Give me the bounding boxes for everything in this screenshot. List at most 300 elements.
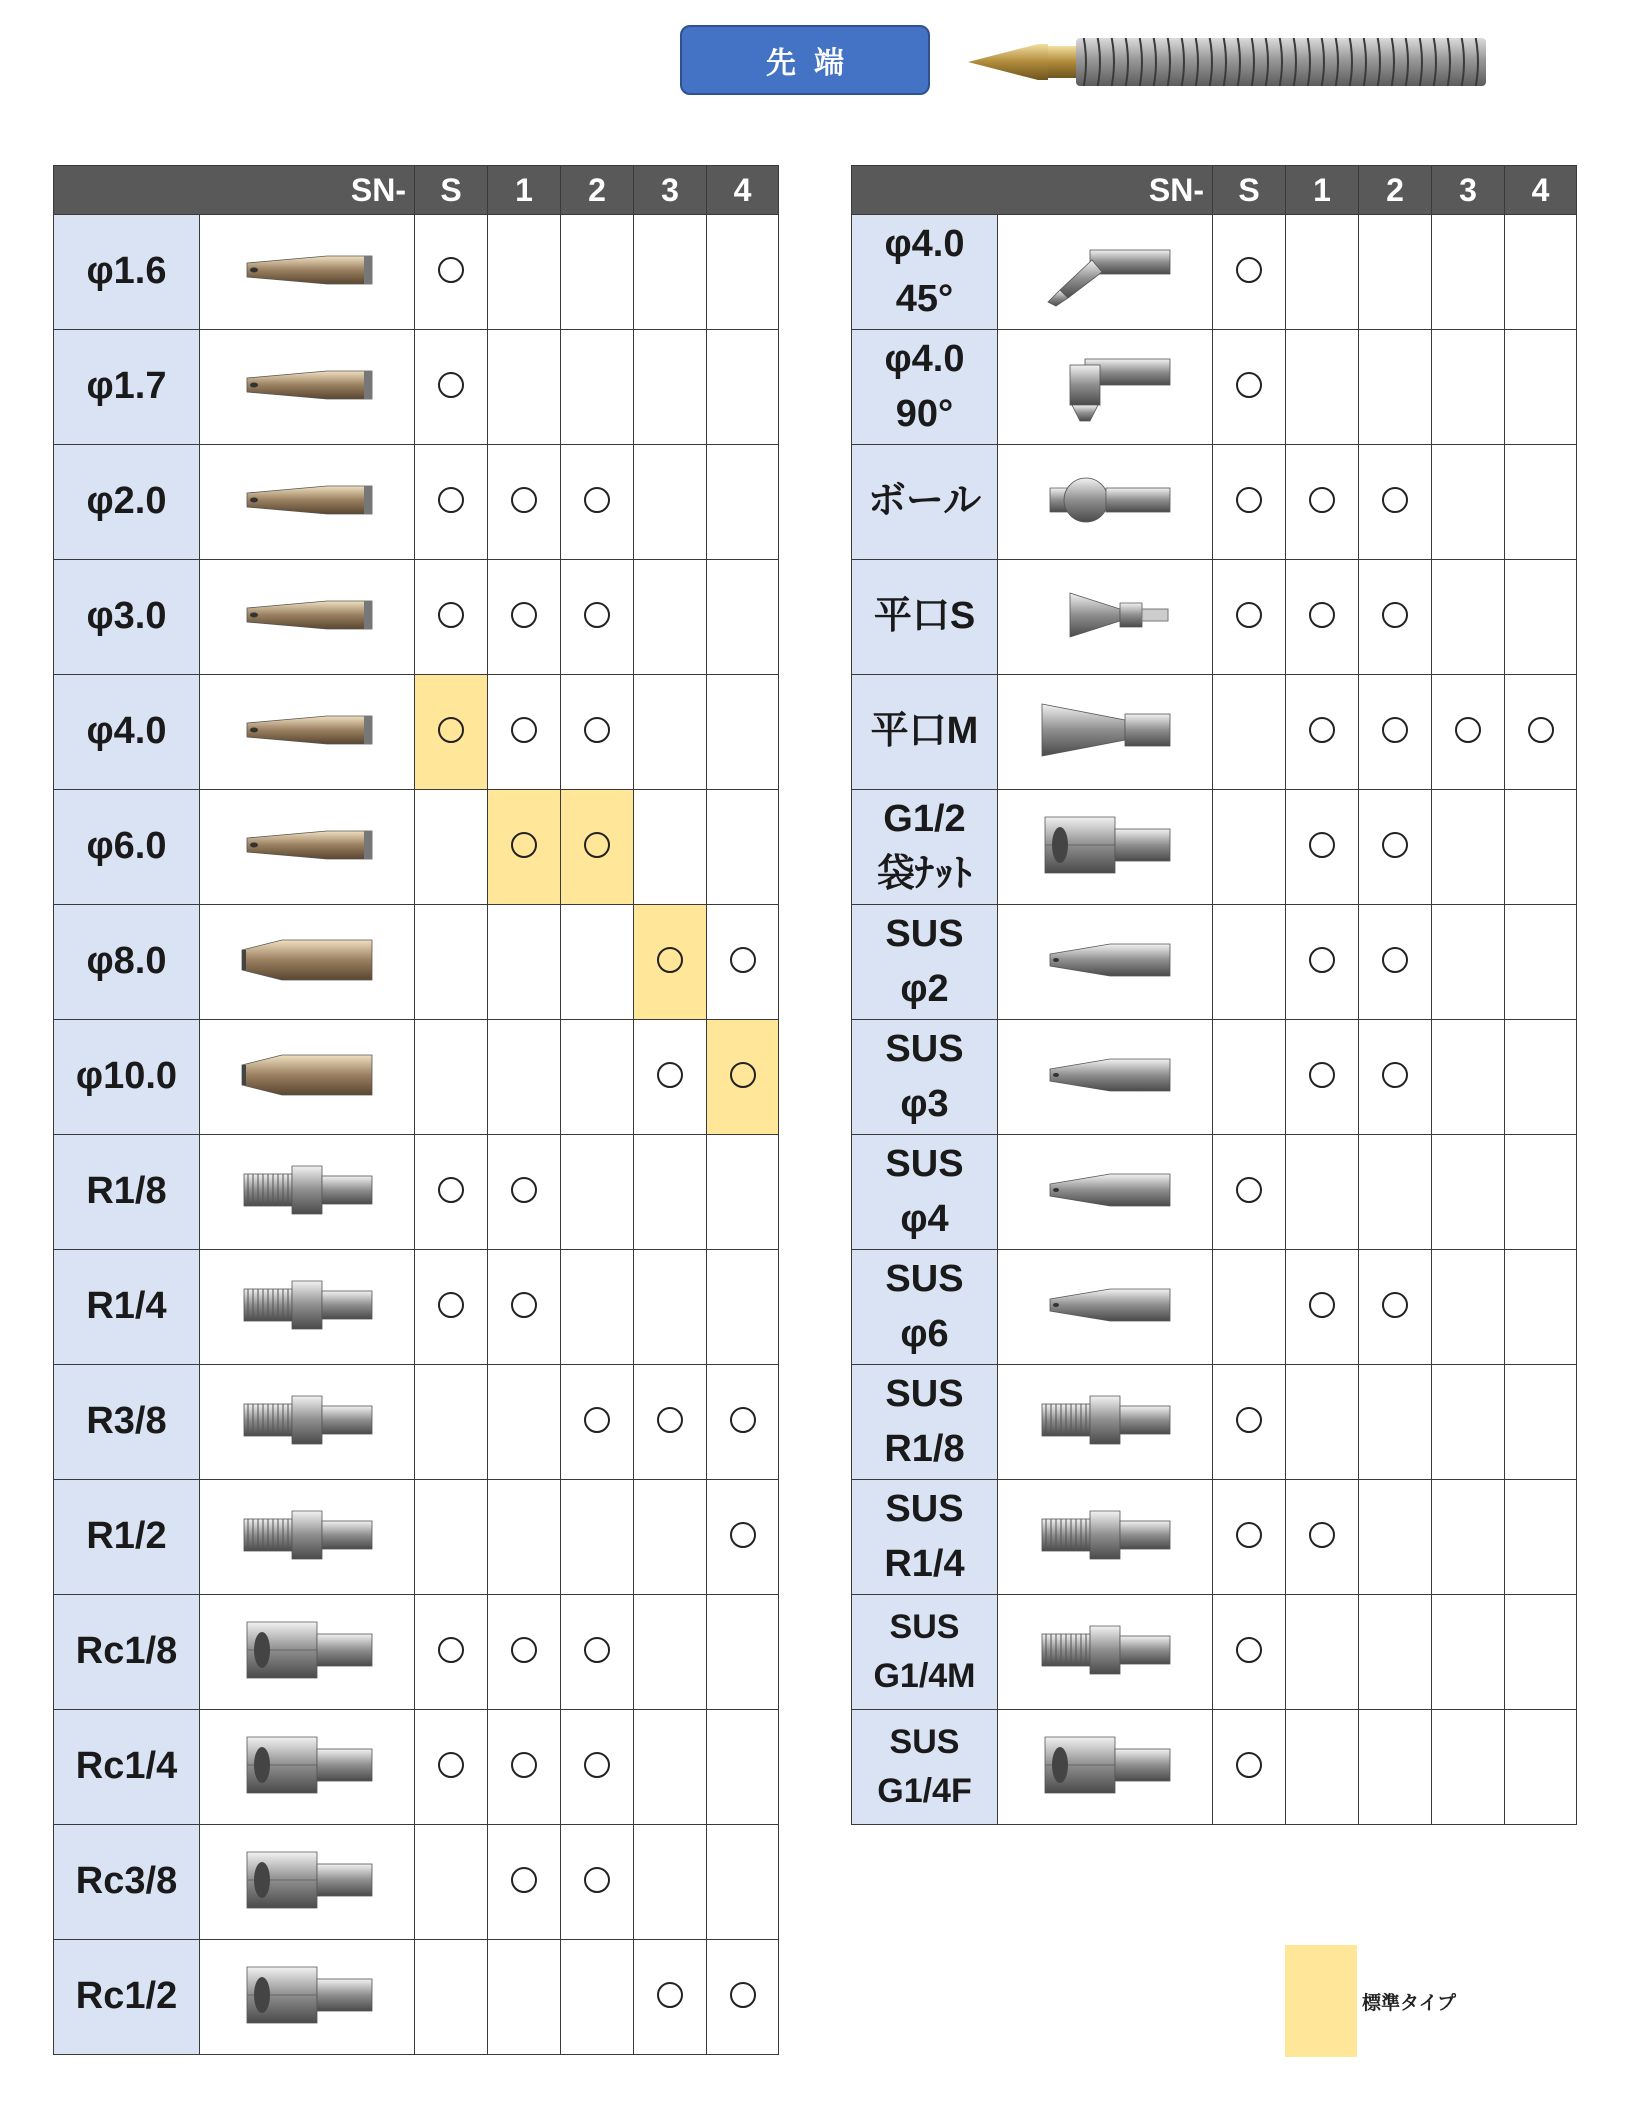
- compat-cell-s: [1213, 1710, 1286, 1825]
- product-name-line: R1/8: [884, 1428, 965, 1470]
- product-name-line: ボール: [867, 480, 982, 523]
- product-image: [200, 215, 415, 330]
- compat-cell-4: [1505, 1250, 1577, 1365]
- product-name: R1/4: [54, 1250, 200, 1365]
- available-mark-icon: [511, 717, 537, 743]
- sus-nozzle-icon: [1030, 1150, 1180, 1230]
- compat-cell-4: [1505, 675, 1577, 790]
- available-mark-icon: [584, 832, 610, 858]
- compat-cell-s: [415, 1825, 488, 1940]
- product-image: [998, 905, 1213, 1020]
- product-image: [200, 1250, 415, 1365]
- compat-cell-s: [415, 560, 488, 675]
- available-mark-icon: [730, 1522, 756, 1548]
- compat-cell-s: [1213, 445, 1286, 560]
- available-mark-icon: [657, 1982, 683, 2008]
- available-mark-icon: [1236, 372, 1262, 398]
- header-col-3: 3: [1432, 166, 1505, 215]
- compat-cell-s: [415, 1250, 488, 1365]
- compat-cell-1: [1286, 445, 1359, 560]
- header-col-2: 2: [561, 166, 634, 215]
- product-image: [998, 1020, 1213, 1135]
- compat-cell-3: [1432, 1710, 1505, 1825]
- compat-cell-4: [707, 905, 779, 1020]
- compat-cell-2: [561, 1365, 634, 1480]
- table-row: [852, 1135, 1577, 1250]
- table-row: [54, 1825, 779, 1940]
- product-name-line: SUS: [885, 1142, 964, 1185]
- flat-nozzle-small-icon: [1030, 575, 1180, 655]
- compat-cell-s: [415, 1135, 488, 1250]
- available-mark-icon: [1236, 1752, 1262, 1778]
- compat-cell-4: [707, 1595, 779, 1710]
- table-row: [54, 1365, 779, 1480]
- elbow-45-nozzle-icon: [1030, 230, 1180, 310]
- compat-cell-1: [1286, 1020, 1359, 1135]
- compat-cell-2: [1359, 215, 1432, 330]
- compat-cell-4: [1505, 1365, 1577, 1480]
- product-name: [852, 1365, 998, 1480]
- sus-female-fitting-icon: [1030, 1725, 1180, 1805]
- flat-nozzle-medium-icon: [1030, 690, 1180, 770]
- compat-cell-3: [1432, 1365, 1505, 1480]
- compat-cell-3: [1432, 1480, 1505, 1595]
- female-hex-fitting-icon: [232, 1610, 382, 1690]
- product-image: [200, 1480, 415, 1595]
- available-mark-icon: [730, 947, 756, 973]
- available-mark-icon: [1236, 257, 1262, 283]
- compat-cell-4: [707, 330, 779, 445]
- table-row: [54, 445, 779, 560]
- compat-cell-2: [561, 1710, 634, 1825]
- compat-cell-2: [1359, 905, 1432, 1020]
- available-mark-icon: [438, 372, 464, 398]
- available-mark-icon: [1382, 947, 1408, 973]
- left-spec-table: [53, 165, 779, 2055]
- compat-cell-s: [415, 1595, 488, 1710]
- compat-cell-3: [634, 1710, 707, 1825]
- table-row: [852, 790, 1577, 905]
- compat-cell-1: [488, 445, 561, 560]
- compat-cell-1: [488, 330, 561, 445]
- available-mark-icon: [1382, 602, 1408, 628]
- available-mark-icon: [511, 487, 537, 513]
- compat-cell-1: [1286, 790, 1359, 905]
- compat-cell-4: [1505, 1710, 1577, 1825]
- compat-cell-s: [415, 905, 488, 1020]
- male-thread-fitting-icon: [232, 1150, 382, 1230]
- compat-cell-1: [488, 905, 561, 1020]
- table-row: [54, 1710, 779, 1825]
- compat-cell-4: [1505, 1595, 1577, 1710]
- available-mark-icon: [657, 947, 683, 973]
- product-name: φ3.0: [54, 560, 200, 675]
- available-mark-icon: [1309, 717, 1335, 743]
- compat-cell-2: [1359, 1480, 1432, 1595]
- product-name-line: 90°: [895, 393, 954, 435]
- table-row: [54, 675, 779, 790]
- product-name: [852, 215, 998, 330]
- table-row: [54, 215, 779, 330]
- compat-cell-4: [1505, 1135, 1577, 1250]
- product-name: Rc1/8: [54, 1595, 200, 1710]
- compat-cell-2: [1359, 1710, 1432, 1825]
- compat-cell-3: [634, 1940, 707, 2055]
- compat-cell-2: [1359, 560, 1432, 675]
- product-name: [852, 1710, 998, 1825]
- compat-cell-3: [1432, 1595, 1505, 1710]
- available-mark-icon: [1309, 832, 1335, 858]
- product-name-line: SUS: [885, 912, 964, 955]
- available-mark-icon: [511, 1867, 537, 1893]
- header-col-s: S: [1213, 166, 1286, 215]
- available-mark-icon: [1382, 487, 1408, 513]
- product-name: [852, 560, 998, 675]
- product-name-line: 45°: [895, 278, 954, 320]
- product-name: [852, 905, 998, 1020]
- product-name: Rc1/4: [54, 1710, 200, 1825]
- product-name: φ6.0: [54, 790, 200, 905]
- product-name: R1/2: [54, 1480, 200, 1595]
- product-name: Rc3/8: [54, 1825, 200, 1940]
- compat-cell-1: [1286, 1710, 1359, 1825]
- compat-cell-3: [634, 560, 707, 675]
- compat-cell-s: [415, 1940, 488, 2055]
- compat-cell-s: [415, 1480, 488, 1595]
- product-name: φ1.6: [54, 215, 200, 330]
- table-row: [852, 215, 1577, 330]
- female-hex-fitting-icon: [232, 1725, 382, 1805]
- available-mark-icon: [1236, 1407, 1262, 1433]
- product-image: [200, 330, 415, 445]
- product-image: [998, 790, 1213, 905]
- product-name: R1/8: [54, 1135, 200, 1250]
- table-row: [852, 1020, 1577, 1135]
- title-button: 先端: [680, 25, 930, 95]
- available-mark-icon: [1382, 832, 1408, 858]
- compat-cell-s: [1213, 1480, 1286, 1595]
- product-name: [852, 1250, 998, 1365]
- product-image: [200, 905, 415, 1020]
- product-name-line: φ4: [900, 1198, 949, 1240]
- available-mark-icon: [438, 257, 464, 283]
- available-mark-icon: [438, 1177, 464, 1203]
- table-row: [852, 905, 1577, 1020]
- compat-cell-3: [1432, 1250, 1505, 1365]
- table-row: [852, 1595, 1577, 1710]
- compat-cell-4: [707, 560, 779, 675]
- available-mark-icon: [730, 1062, 756, 1088]
- compat-cell-3: [634, 1825, 707, 1940]
- compat-cell-2: [561, 330, 634, 445]
- compat-cell-2: [1359, 1020, 1432, 1135]
- available-mark-icon: [1309, 1062, 1335, 1088]
- compat-cell-3: [1432, 675, 1505, 790]
- compat-cell-4: [707, 1135, 779, 1250]
- table-row: [852, 330, 1577, 445]
- available-mark-icon: [1382, 1292, 1408, 1318]
- sus-nozzle-icon: [1030, 920, 1180, 1000]
- table-row: [54, 330, 779, 445]
- compat-cell-1: [488, 1020, 561, 1135]
- compat-cell-1: [488, 1365, 561, 1480]
- sus-nozzle-icon: [1030, 1265, 1180, 1345]
- compat-cell-3: [634, 1480, 707, 1595]
- available-mark-icon: [511, 1292, 537, 1318]
- available-mark-icon: [511, 1177, 537, 1203]
- compat-cell-3: [634, 1365, 707, 1480]
- compat-cell-s: [415, 1710, 488, 1825]
- product-image: [200, 445, 415, 560]
- compat-cell-2: [1359, 1250, 1432, 1365]
- header-row: [852, 166, 1577, 215]
- compat-cell-2: [561, 215, 634, 330]
- available-mark-icon: [730, 1407, 756, 1433]
- product-image: [998, 445, 1213, 560]
- product-name-line: G1/4M: [873, 1657, 976, 1695]
- product-name-line: SUS: [885, 1257, 964, 1300]
- compat-cell-2: [561, 1250, 634, 1365]
- compat-cell-4: [1505, 445, 1577, 560]
- table-row: [852, 1250, 1577, 1365]
- compat-cell-s: [415, 215, 488, 330]
- product-image: [998, 330, 1213, 445]
- product-image: [998, 1135, 1213, 1250]
- compat-cell-3: [1432, 1135, 1505, 1250]
- compat-cell-1: [488, 1595, 561, 1710]
- compat-cell-4: [707, 445, 779, 560]
- product-name: [852, 1595, 998, 1710]
- compat-cell-1: [1286, 1595, 1359, 1710]
- compat-cell-3: [634, 215, 707, 330]
- table-row: [54, 1480, 779, 1595]
- compat-cell-1: [488, 1710, 561, 1825]
- compat-cell-s: [1213, 560, 1286, 675]
- compat-cell-s: [1213, 1250, 1286, 1365]
- compat-cell-3: [634, 445, 707, 560]
- sus-male-fitting-icon: [1030, 1380, 1180, 1460]
- compat-cell-3: [634, 1135, 707, 1250]
- product-image: [200, 675, 415, 790]
- legend-swatch: [1285, 1945, 1357, 2057]
- available-mark-icon: [584, 1407, 610, 1433]
- product-name: [852, 1480, 998, 1595]
- compat-cell-3: [1432, 215, 1505, 330]
- compat-cell-3: [634, 1020, 707, 1135]
- product-name-line: SUS: [889, 1722, 960, 1761]
- compat-cell-2: [561, 905, 634, 1020]
- compat-cell-1: [488, 1250, 561, 1365]
- compat-cell-3: [1432, 1020, 1505, 1135]
- compat-cell-4: [1505, 790, 1577, 905]
- product-name: φ4.0: [54, 675, 200, 790]
- compat-cell-4: [707, 1365, 779, 1480]
- product-image: [200, 1825, 415, 1940]
- product-name: φ8.0: [54, 905, 200, 1020]
- compat-cell-4: [1505, 1480, 1577, 1595]
- sus-nozzle-icon: [1030, 1035, 1180, 1115]
- product-name-line: 袋ﾅｯﾄ: [876, 853, 972, 895]
- compat-cell-s: [415, 330, 488, 445]
- male-thread-fitting-icon: [232, 1495, 382, 1575]
- product-name-line: R1/4: [884, 1543, 965, 1585]
- available-mark-icon: [1382, 717, 1408, 743]
- compat-cell-3: [1432, 790, 1505, 905]
- product-name: [852, 330, 998, 445]
- compat-cell-s: [1213, 675, 1286, 790]
- compat-cell-1: [1286, 905, 1359, 1020]
- table-row: [54, 905, 779, 1020]
- right-spec-table: [851, 165, 1577, 1825]
- compat-cell-2: [561, 1135, 634, 1250]
- compat-cell-1: [488, 1940, 561, 2055]
- product-name-line: SUS: [885, 1372, 964, 1415]
- compat-cell-1: [488, 675, 561, 790]
- compat-cell-1: [1286, 1135, 1359, 1250]
- product-image: [200, 1710, 415, 1825]
- product-name-line: φ2: [900, 968, 949, 1010]
- compat-cell-3: [1432, 905, 1505, 1020]
- compat-cell-3: [634, 675, 707, 790]
- available-mark-icon: [511, 602, 537, 628]
- compat-cell-s: [415, 1020, 488, 1135]
- product-name-line: φ6: [900, 1313, 949, 1355]
- male-thread-fitting-icon: [232, 1380, 382, 1460]
- sus-male-fitting-icon: [1030, 1610, 1180, 1690]
- available-mark-icon: [1455, 717, 1481, 743]
- compat-cell-2: [561, 1020, 634, 1135]
- table-row: [852, 1480, 1577, 1595]
- compat-cell-3: [634, 790, 707, 905]
- available-mark-icon: [584, 487, 610, 513]
- table-row: [852, 1365, 1577, 1480]
- compat-cell-2: [1359, 445, 1432, 560]
- available-mark-icon: [1236, 602, 1262, 628]
- available-mark-icon: [1309, 1522, 1335, 1548]
- sus-male-fitting-icon: [1030, 1495, 1180, 1575]
- product-name-line: φ4.0: [884, 337, 965, 380]
- compat-cell-s: [1213, 905, 1286, 1020]
- product-image: [200, 1020, 415, 1135]
- available-mark-icon: [438, 487, 464, 513]
- compat-cell-s: [1213, 1595, 1286, 1710]
- nozzle-cone-icon: [232, 690, 382, 770]
- table-row: [54, 560, 779, 675]
- compat-cell-3: [1432, 330, 1505, 445]
- table-row: [852, 1710, 1577, 1825]
- available-mark-icon: [584, 1752, 610, 1778]
- elbow-90-nozzle-icon: [1030, 345, 1180, 425]
- compat-cell-2: [561, 560, 634, 675]
- compat-cell-1: [488, 1135, 561, 1250]
- compat-cell-s: [415, 675, 488, 790]
- table-row: [852, 560, 1577, 675]
- product-name-line: SUS: [885, 1487, 964, 1530]
- product-name: [852, 675, 998, 790]
- compat-cell-1: [488, 560, 561, 675]
- compat-cell-2: [1359, 675, 1432, 790]
- cap-nut-fitting-icon: [1030, 805, 1180, 885]
- compat-cell-1: [1286, 330, 1359, 445]
- header-sn: SN-: [54, 166, 415, 215]
- male-thread-fitting-icon: [232, 1265, 382, 1345]
- product-image: [998, 1365, 1213, 1480]
- product-image: [998, 675, 1213, 790]
- compat-cell-1: [488, 1825, 561, 1940]
- available-mark-icon: [584, 1637, 610, 1663]
- available-mark-icon: [1309, 487, 1335, 513]
- product-name: [852, 445, 998, 560]
- compat-cell-2: [1359, 790, 1432, 905]
- compat-cell-s: [415, 1365, 488, 1480]
- compat-cell-4: [707, 215, 779, 330]
- table-row: [54, 790, 779, 905]
- available-mark-icon: [1528, 717, 1554, 743]
- available-mark-icon: [1309, 1292, 1335, 1318]
- product-image: [200, 560, 415, 675]
- compat-cell-2: [561, 790, 634, 905]
- compat-cell-4: [1505, 215, 1577, 330]
- compat-cell-2: [1359, 330, 1432, 445]
- compat-cell-2: [1359, 1365, 1432, 1480]
- compat-cell-2: [561, 675, 634, 790]
- available-mark-icon: [438, 717, 464, 743]
- compat-cell-4: [707, 1250, 779, 1365]
- nozzle-large-icon: [232, 920, 382, 1000]
- table-row: [54, 1940, 779, 2055]
- product-name-line: 平口S: [873, 595, 976, 638]
- header-col-2: 2: [1359, 166, 1432, 215]
- header-col-1: 1: [488, 166, 561, 215]
- header-col-3: 3: [634, 166, 707, 215]
- compat-cell-s: [415, 790, 488, 905]
- available-mark-icon: [511, 1752, 537, 1778]
- product-name-line: SUS: [885, 1027, 964, 1070]
- product-image: [998, 1480, 1213, 1595]
- table-row: [852, 675, 1577, 790]
- compat-cell-1: [1286, 1250, 1359, 1365]
- header-sn: SN-: [852, 166, 1213, 215]
- product-name: [852, 1135, 998, 1250]
- compat-cell-4: [707, 675, 779, 790]
- product-name: [852, 790, 998, 905]
- product-name: [852, 1020, 998, 1135]
- ball-joint-nozzle-icon: [1030, 460, 1180, 540]
- product-image: [998, 1250, 1213, 1365]
- female-hex-fitting-icon: [232, 1840, 382, 1920]
- compat-cell-1: [488, 215, 561, 330]
- header-col-4: 4: [707, 166, 779, 215]
- available-mark-icon: [1382, 1062, 1408, 1088]
- product-image: [998, 560, 1213, 675]
- compat-cell-2: [561, 1940, 634, 2055]
- available-mark-icon: [584, 602, 610, 628]
- compat-cell-2: [561, 1595, 634, 1710]
- compat-cell-1: [1286, 1365, 1359, 1480]
- compat-cell-s: [415, 445, 488, 560]
- available-mark-icon: [511, 832, 537, 858]
- compat-cell-4: [707, 1940, 779, 2055]
- compat-cell-1: [1286, 215, 1359, 330]
- compat-cell-s: [1213, 1020, 1286, 1135]
- available-mark-icon: [584, 1867, 610, 1893]
- available-mark-icon: [1236, 487, 1262, 513]
- nozzle-cone-icon: [232, 460, 382, 540]
- compat-cell-3: [634, 1250, 707, 1365]
- compat-cell-s: [1213, 790, 1286, 905]
- available-mark-icon: [1309, 947, 1335, 973]
- header-col-s: S: [415, 166, 488, 215]
